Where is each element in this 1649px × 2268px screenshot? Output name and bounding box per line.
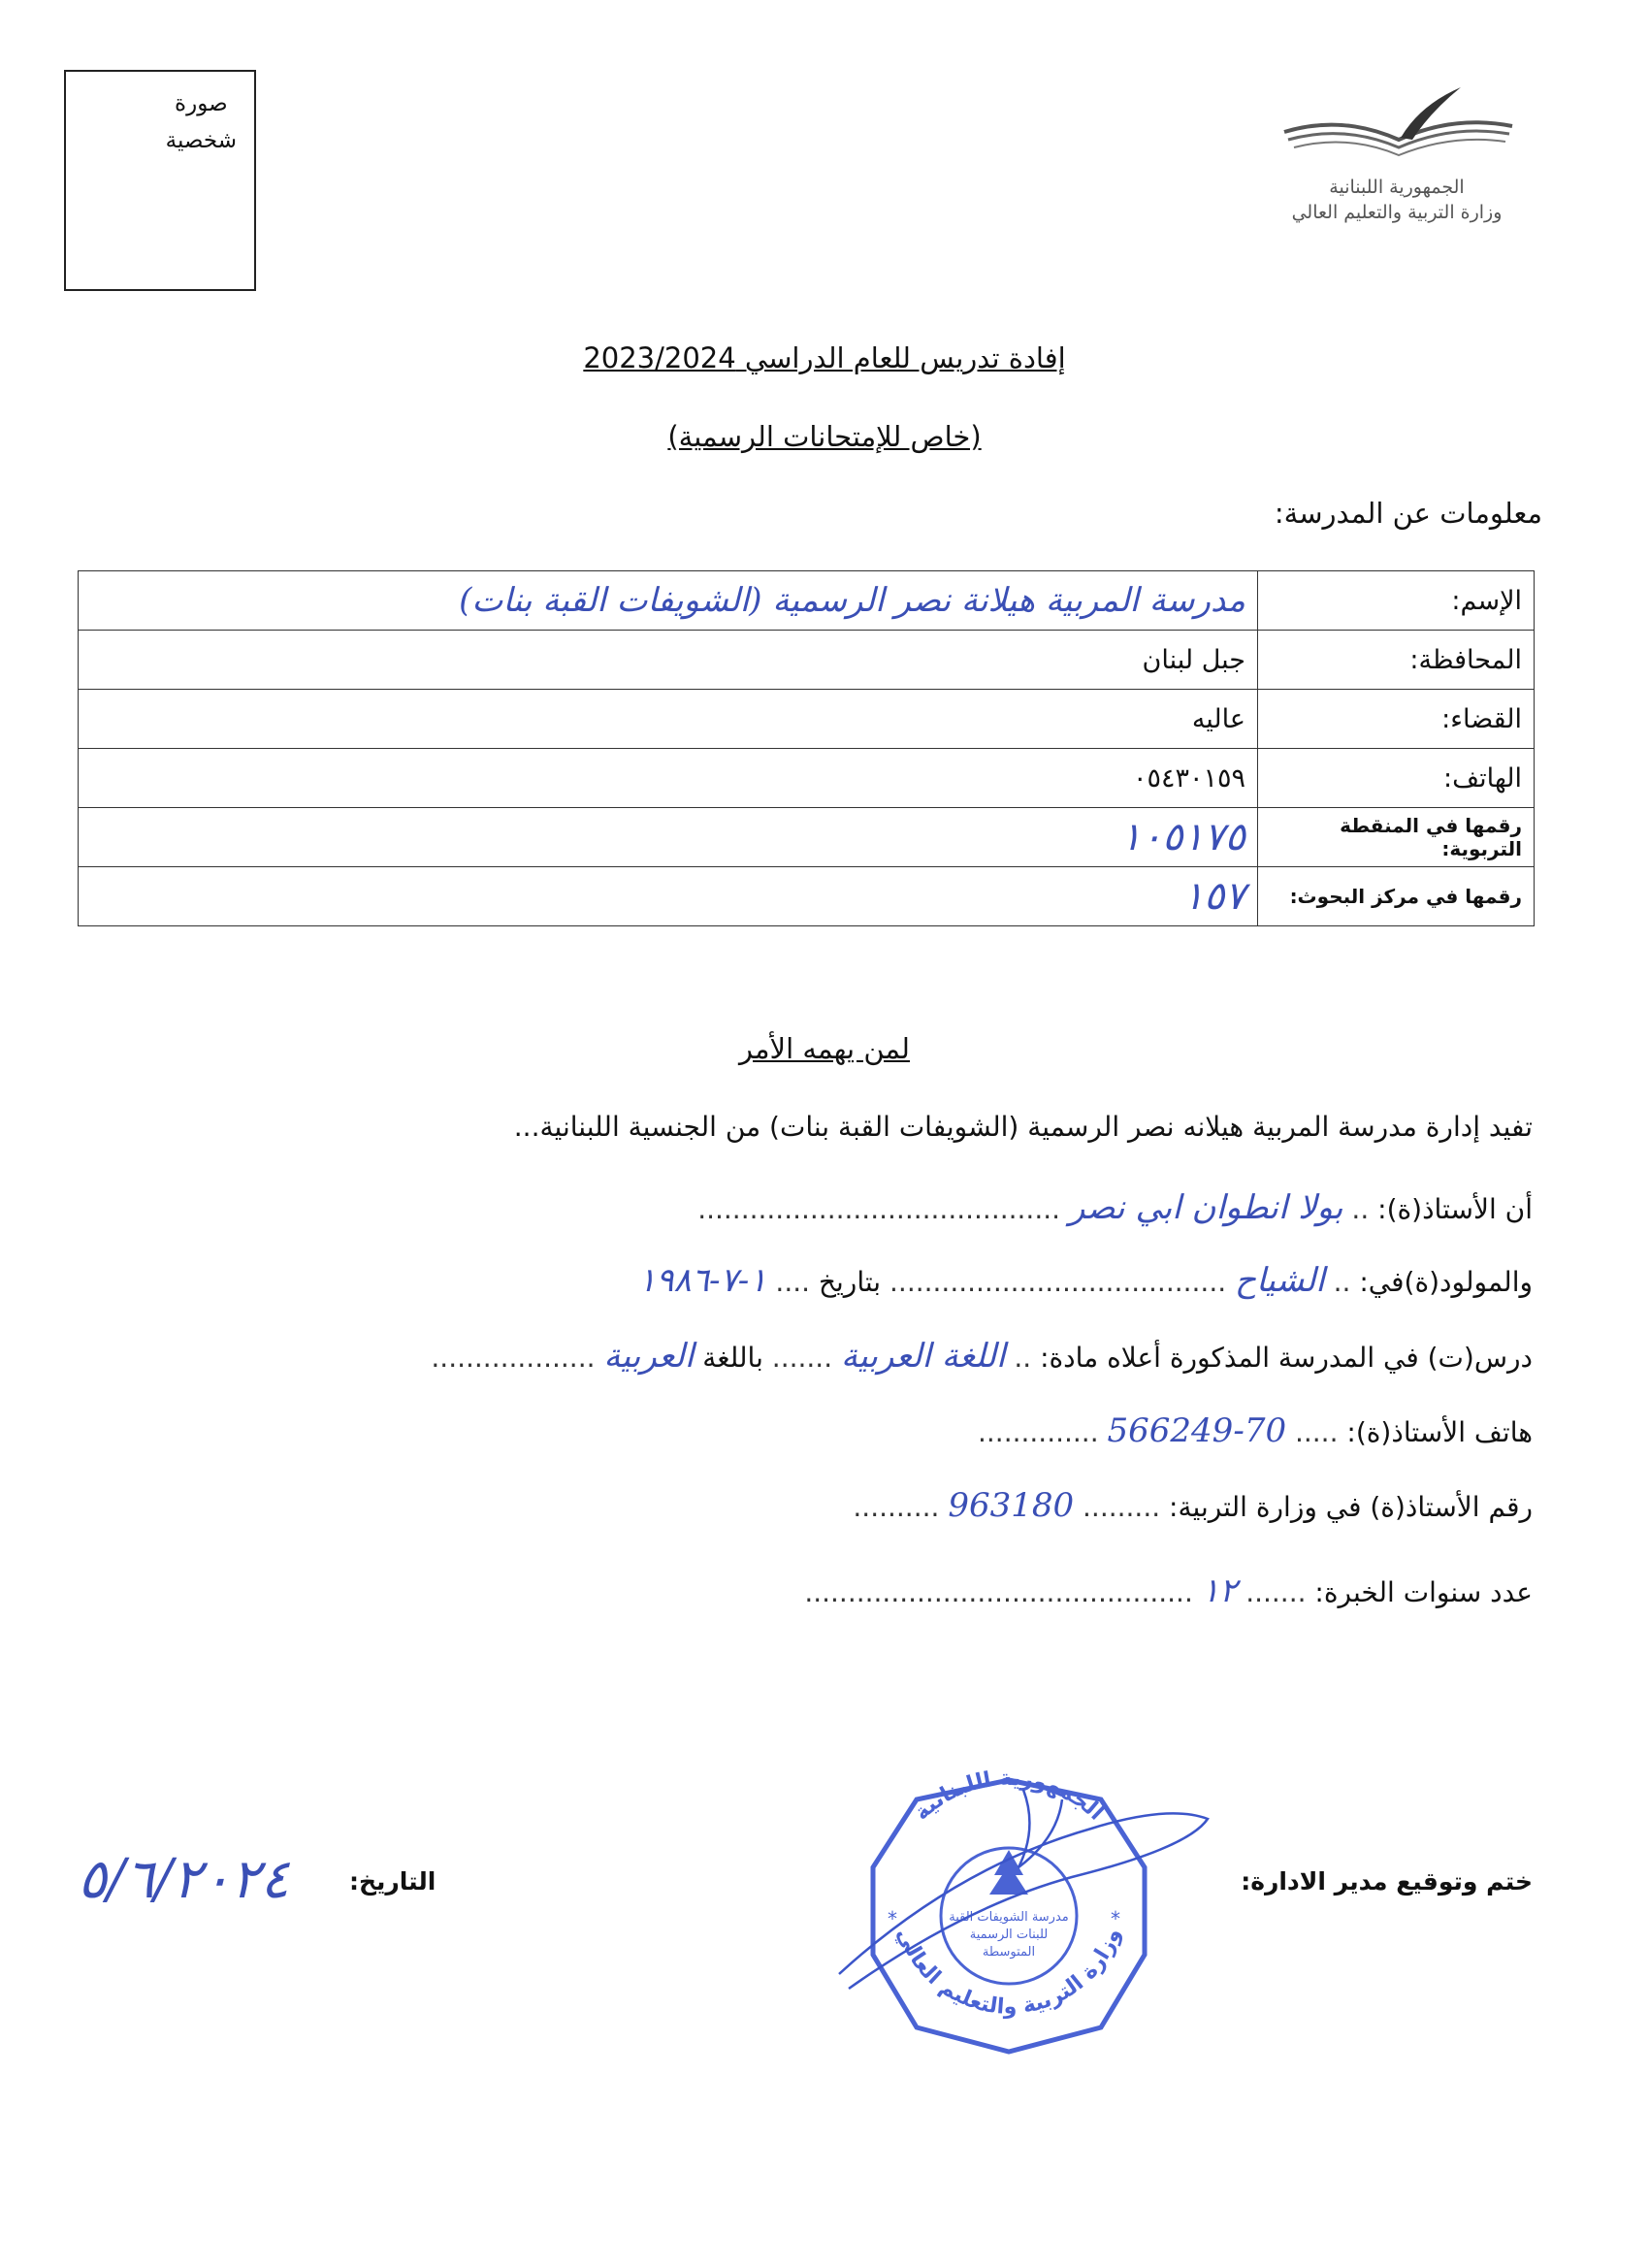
district-label: القضاء: <box>1258 690 1535 749</box>
stamp-outer-top: الجمهورية اللبنانية <box>909 1766 1109 1826</box>
official-stamp-icon <box>820 1761 1237 2071</box>
teacher-phone-line: هاتف الأستاذ(ة): ..... 70-566249 .............. <box>978 1411 1533 1450</box>
research-center-number-value: ١٥٧ <box>79 867 1258 926</box>
teacher-phone-label: هاتف الأستاذ(ة): <box>1346 1416 1533 1448</box>
open-book-icon <box>1275 76 1517 173</box>
photo-label-line1: صورة <box>175 91 228 116</box>
signature-stroke <box>839 1813 1208 1989</box>
table-row <box>79 571 1535 631</box>
school-info-table <box>78 570 1535 926</box>
svg-text:الجمهورية اللبنانية <box>910 1766 1108 1826</box>
table-row <box>79 631 1535 690</box>
teacher-phone-value: 70-566249 <box>1107 1411 1287 1450</box>
research-center-number-label: رقمها في مركز البحوث: <box>1258 867 1535 926</box>
document-subtitle: (خاص للإمتحانات الرسمية) <box>667 420 982 453</box>
svg-text:*: * <box>888 1907 897 1930</box>
table-row <box>79 749 1535 808</box>
stamp-inner-line3: المتوسطة <box>982 1945 1036 1960</box>
svg-text:*: * <box>1111 1907 1120 1930</box>
educational-zone-number-value: ١٠٥١٧٥ <box>79 808 1258 867</box>
logo-country: الجمهورية اللبنانية <box>1329 177 1465 198</box>
subject-line: درس(ت) في المدرسة المذكورة أعلاه مادة: .. اللغة العربية ....... باللغة العربية ................... <box>431 1337 1533 1376</box>
subject-value: اللغة العربية <box>841 1337 1006 1376</box>
birthplace-label: والمولود(ة)في: <box>1359 1266 1533 1298</box>
photo-label-line2: شخصية <box>165 128 237 153</box>
table-row <box>79 867 1535 926</box>
birthplace-value: الشياح <box>1235 1261 1325 1300</box>
ministry-number-label: رقم الأستاذ(ة) في وزارة التربية: <box>1169 1491 1533 1523</box>
photo-label <box>166 85 237 159</box>
birth-line: والمولود(ة)في: .. الشياح ....................................... بتاريخ .... ١-٧-١٩٨٦ <box>637 1261 1533 1300</box>
teacher-name-value: بولا انطوان ابي نصر <box>1068 1188 1343 1227</box>
logo-ministry: وزارة التربية والتعليم العالي <box>1291 202 1503 223</box>
ministry-number-value: 963180 <box>948 1486 1075 1525</box>
governorate-value: جبل لبنان <box>79 631 1258 690</box>
birthdate-value: ١-٧-١٩٨٦ <box>637 1261 767 1300</box>
experience-value: ١٢ <box>1201 1571 1238 1610</box>
to-whom-heading: لمن يهمه الأمر <box>739 1032 910 1065</box>
school-name-label: الإسم: <box>1258 571 1535 631</box>
table-row <box>79 808 1535 867</box>
teacher-name-label: أن الأستاذ(ة): <box>1377 1193 1533 1225</box>
date-label: التاريخ: <box>349 1867 436 1895</box>
educational-zone-number-label: رقمها في المنقطة التربوية: <box>1258 808 1535 867</box>
subject-label: درس(ت) في المدرسة المذكورة أعلاه مادة: <box>1040 1342 1533 1374</box>
phone-label: الهاتف: <box>1258 749 1535 808</box>
stamp-outer-bottom: وزارة التربية والتعليم العالي <box>891 1924 1126 2020</box>
language-value: العربية <box>603 1337 695 1376</box>
school-name-value: مدرسة المربية هيلانة نصر الرسمية (الشويفات القبة بنات) <box>79 571 1258 631</box>
district-value: عاليه <box>79 690 1258 749</box>
birthdate-label: بتاريخ <box>818 1266 882 1298</box>
language-label: باللغة <box>702 1342 763 1374</box>
stamp-signature-label: ختم وتوقيع مدير الادارة: <box>1241 1867 1533 1895</box>
experience-line: عدد سنوات الخبرة: ....... ١٢ ............................................. <box>804 1571 1533 1610</box>
ministry-logo <box>1261 76 1533 231</box>
stamp-inner-line1: مدرسة الشويفات القبة <box>949 1910 1069 1925</box>
document-title: إفادة تدريس للعام الدراسي 2023/2024 <box>583 341 1066 374</box>
teacher-name-line: أن الأستاذ(ة): .. بولا انطوان ابي نصر .......................................... <box>697 1188 1533 1227</box>
table-row <box>79 690 1535 749</box>
statement-text: تفيد إدارة مدرسة المربية هيلانه نصر الرسمية (الشويفات القبة بنات) من الجنسية اللبنانية... <box>513 1111 1533 1143</box>
phone-value: ٠٥٤٣٠١٥٩ <box>79 749 1258 808</box>
ministry-number-line: رقم الأستاذ(ة) في وزارة التربية: ......... 963180 .......... <box>853 1486 1533 1525</box>
personal-photo-box <box>64 70 256 291</box>
stamp-inner-line2: للبنات الرسمية <box>969 1928 1049 1942</box>
date-value: ٥/٦/٢٠٢٤ <box>78 1848 290 1911</box>
experience-label: عدد سنوات الخبرة: <box>1314 1576 1533 1608</box>
school-section-label: معلومات عن المدرسة: <box>1274 497 1542 530</box>
governorate-label: المحافظة: <box>1258 631 1535 690</box>
